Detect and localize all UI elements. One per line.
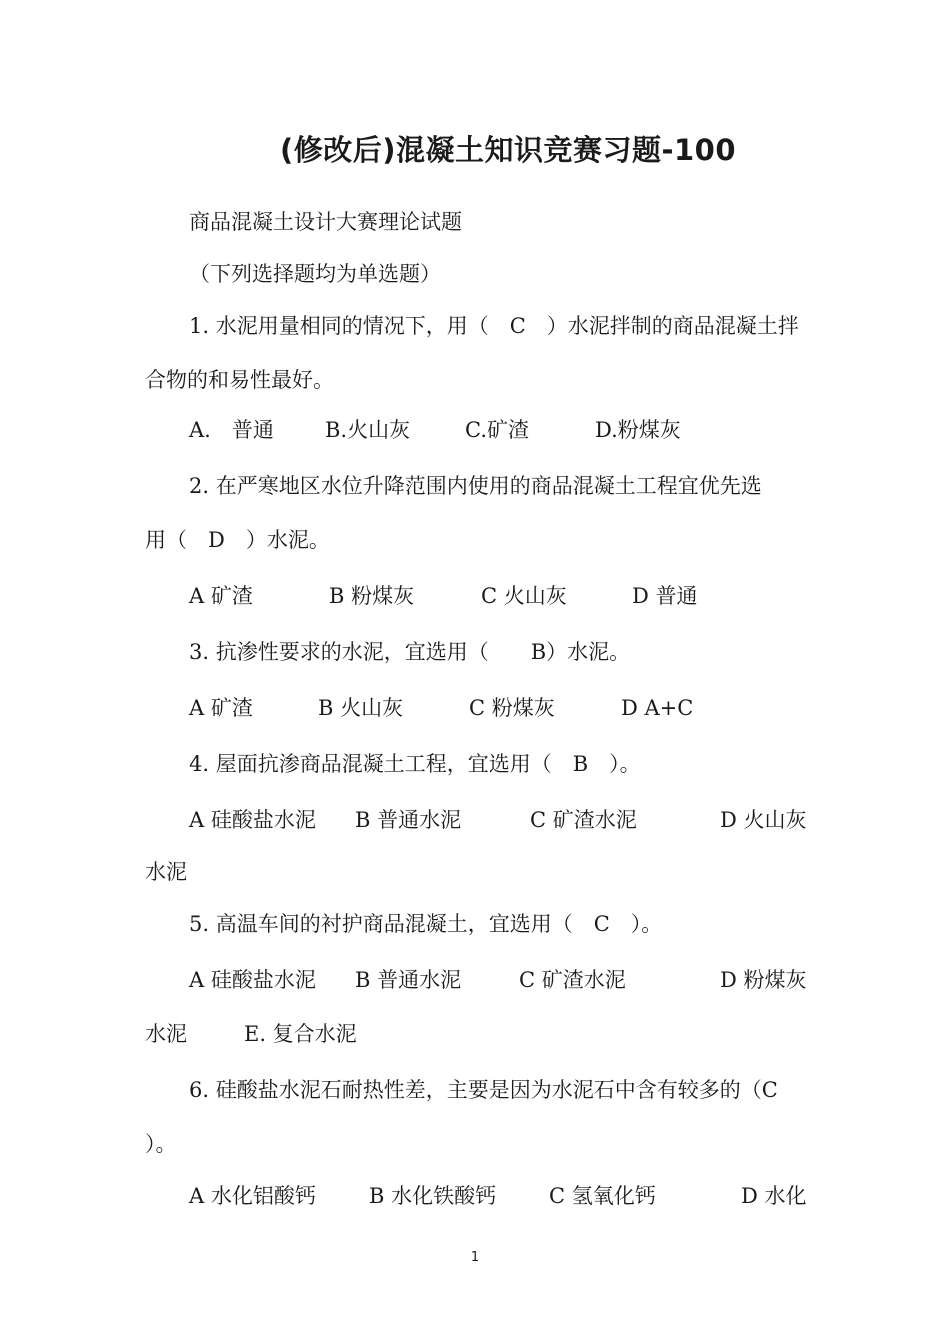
question-5-option-b: B 普通水泥 [355,968,462,992]
question-6-option-b: B 水化铁酸钙 [369,1184,497,1208]
question-3-line-1: 3. 抗渗性要求的水泥，宜选用（ B）水泥。 [189,640,631,664]
question-5-option-d: D 粉煤灰 [720,968,807,992]
question-6-line-2: ）。 [145,1132,177,1156]
question-2-option-c: C 火山灰 [481,584,567,608]
question-1-option-d: D.粉煤灰 [595,418,681,442]
question-6-option-c: C 氢氧化钙 [549,1184,656,1208]
question-2-line-2: 用（ D ）水泥。 [145,528,330,552]
question-4-option-c: C 矿渣水泥 [530,808,637,832]
question-1-option-c: C.矿渣 [465,418,529,442]
question-1-option-b: B.火山灰 [325,418,411,442]
question-5-option-a: A 硅酸盐水泥 [189,968,316,992]
question-1-line-1: 1. 水泥用量相同的情况下，用（ C ）水泥拌制的商品混凝土拌 [189,314,799,338]
question-6-line-1: 6. 硅酸盐水泥石耐热性差，主要是因为水泥石中含有较多的（C [189,1078,778,1102]
question-2-line-1: 2. 在严寒地区水位升降范围内使用的商品混凝土工程宜优先选 [189,474,762,498]
question-4-option-d-cont: 水泥 [145,860,187,884]
question-4-line-1: 4. 屋面抗渗商品混凝土工程，宜选用（ B ）。 [189,752,641,776]
document-title: (修改后)混凝土知识竞赛习题-100 [279,133,737,167]
question-4-option-d: D 火山灰 [720,808,807,832]
instruction: （下列选择题均为单选题） [189,262,441,286]
question-4-option-b: B 普通水泥 [355,808,462,832]
question-2-option-d: D 普通 [632,584,698,608]
question-1-line-2: 合物的和易性最好。 [145,368,334,392]
question-4-option-a: A 硅酸盐水泥 [189,808,316,832]
question-5-option-e: E. 复合水泥 [244,1022,357,1046]
question-3-option-b: B 火山灰 [318,696,404,720]
question-5-line-1: 5. 高温车间的衬护商品混凝土，宜选用（ C ）。 [189,912,663,936]
question-6-option-d: D 水化 [741,1184,807,1208]
question-3-option-d: D A+C [621,696,694,720]
question-1-option-a: A. 普通 [189,418,274,442]
page-number: 1 [470,1250,480,1265]
question-2-option-a: A 矿渣 [189,584,253,608]
question-5-option-d-cont: 水泥 [145,1022,187,1046]
question-3-option-a: A 矿渣 [189,696,253,720]
question-5-option-c: C 矿渣水泥 [519,968,626,992]
subtitle: 商品混凝土设计大赛理论试题 [189,210,462,234]
question-6-option-a: A 水化铝酸钙 [189,1184,316,1208]
question-2-option-b: B 粉煤灰 [329,584,415,608]
question-3-option-c: C 粉煤灰 [469,696,555,720]
